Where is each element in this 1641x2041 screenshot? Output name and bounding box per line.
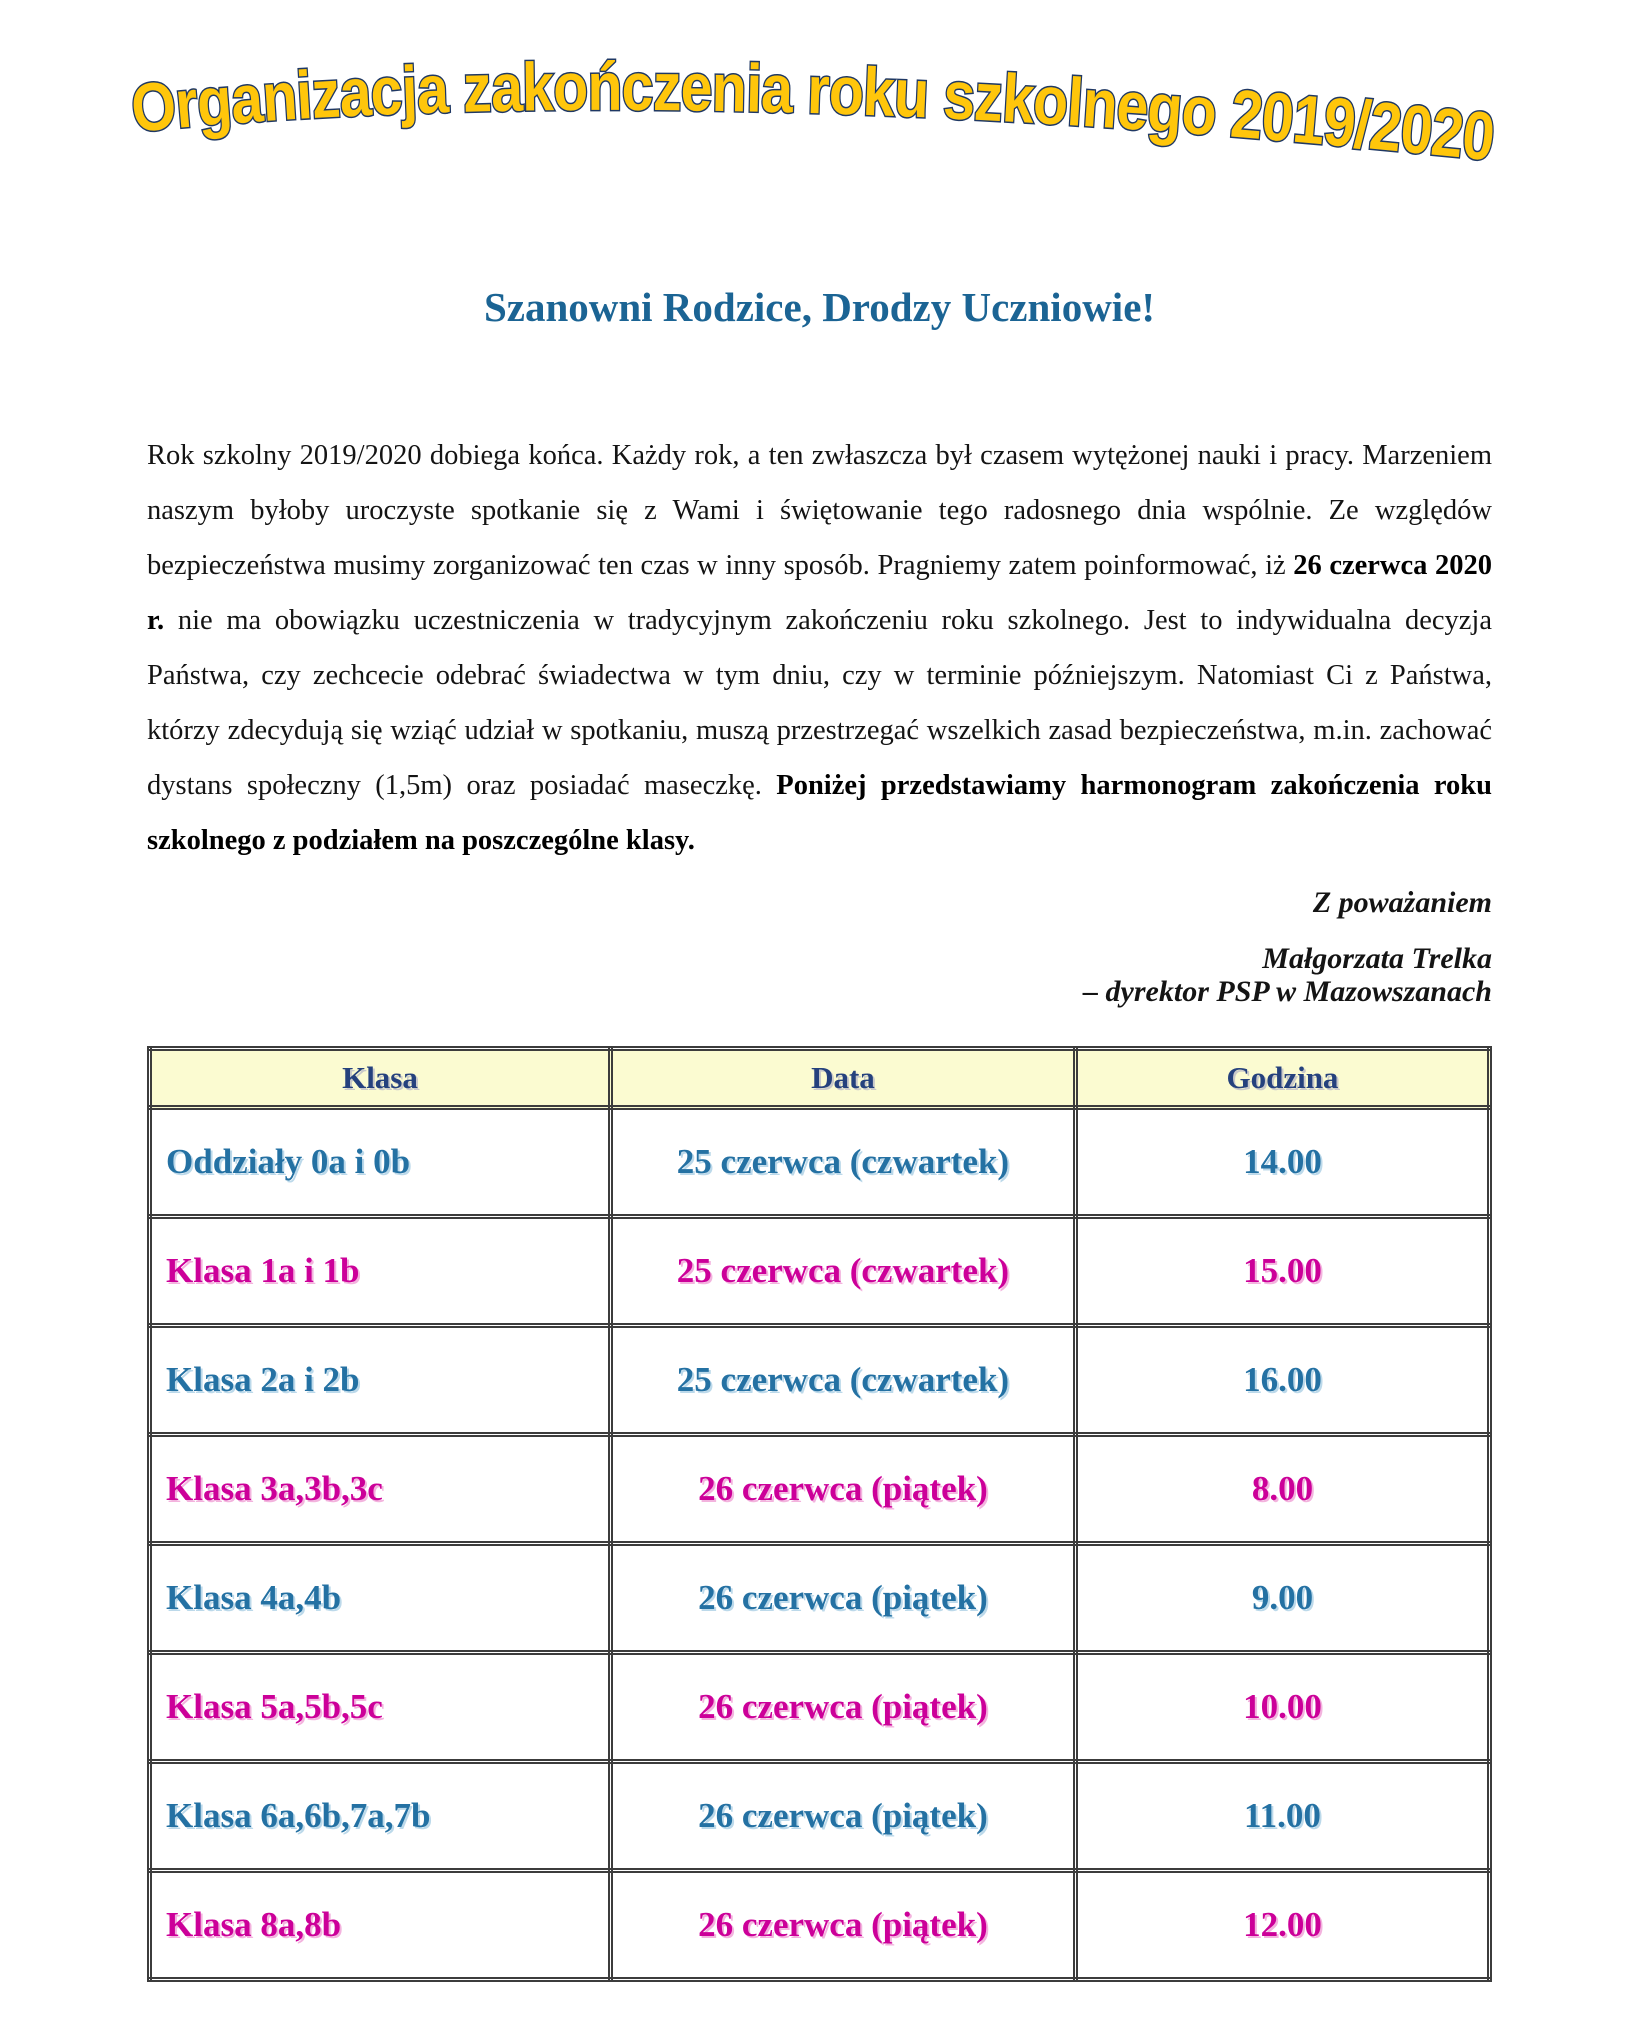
schedule-table bbox=[147, 1046, 1492, 1982]
table-row bbox=[150, 1871, 1490, 1980]
cell-klasa: Klasa 5a,5b,5c bbox=[150, 1653, 611, 1762]
cell-data: 25 czerwca (czwartek) bbox=[610, 1217, 1075, 1326]
signature-block bbox=[147, 886, 1492, 1008]
cell-klasa: Klasa 2a i 2b bbox=[150, 1326, 611, 1435]
cell-godzina: 15.00 bbox=[1075, 1217, 1489, 1326]
cell-data: 25 czerwca (czwartek) bbox=[610, 1108, 1075, 1217]
cell-klasa: Klasa 6a,6b,7a,7b bbox=[150, 1762, 611, 1871]
cell-godzina: 11.00 bbox=[1075, 1762, 1489, 1871]
cell-godzina: 16.00 bbox=[1075, 1326, 1489, 1435]
column-header-data: Data bbox=[610, 1049, 1075, 1108]
cell-data: 26 czerwca (piątek) bbox=[610, 1435, 1075, 1544]
column-header-godzina: Godzina bbox=[1075, 1049, 1489, 1108]
cell-data: 26 czerwca (piątek) bbox=[610, 1762, 1075, 1871]
cell-klasa: Klasa 4a,4b bbox=[150, 1544, 611, 1653]
table-row bbox=[150, 1217, 1490, 1326]
cell-data: 26 czerwca (piątek) bbox=[610, 1871, 1075, 1980]
announcement-paragraph bbox=[147, 428, 1492, 868]
cell-godzina: 10.00 bbox=[1075, 1653, 1489, 1762]
paragraph-bold-date: 26 czerwca 2020 r. bbox=[147, 549, 1492, 636]
table-header-row bbox=[150, 1049, 1490, 1108]
table-row bbox=[150, 1435, 1490, 1544]
signature-name: Małgorzata Trelka bbox=[1262, 942, 1492, 975]
table-row bbox=[150, 1108, 1490, 1217]
schedule-table-body bbox=[150, 1108, 1490, 1980]
cell-godzina: 9.00 bbox=[1075, 1544, 1489, 1653]
table-row bbox=[150, 1544, 1490, 1653]
cell-klasa: Klasa 8a,8b bbox=[150, 1871, 611, 1980]
cell-godzina: 8.00 bbox=[1075, 1435, 1489, 1544]
cell-klasa: Oddziały 0a i 0b bbox=[150, 1108, 611, 1217]
paragraph-bold-schedule-note: Poniżej przedstawiamy harmonogram zakończenia roku szkolnego z podziałem na poszczególne klasy. bbox=[147, 769, 1492, 856]
salutation-heading: Szanowni Rodzice, Drodzy Uczniowie! bbox=[483, 284, 1156, 330]
cell-data: 25 czerwca (czwartek) bbox=[610, 1326, 1075, 1435]
cell-data: 26 czerwca (piątek) bbox=[610, 1653, 1075, 1762]
table-row bbox=[150, 1653, 1490, 1762]
cell-klasa: Klasa 3a,3b,3c bbox=[150, 1435, 611, 1544]
signature-closing: Z poważaniem bbox=[1312, 886, 1492, 919]
signature-role: – dyrektor PSP w Mazowszanach bbox=[1083, 975, 1492, 1008]
paragraph-part-1: Rok szkolny 2019/2020 dobiega końca. Każdy rok, a ten zwłaszcza był czasem wytężonej nauki i pracy. Marzeniem naszym byłoby uroczyste spotkanie się z Wami i świętowanie tego radosnego dnia wspólnie. Ze względów bezpieczeństwa musimy zorganizować ten czas w inny sposób. Pragniemy zatem poinformować, iż bbox=[147, 439, 1492, 581]
wordart-banner bbox=[126, 40, 1521, 175]
banner-title: Organizacja zakończenia roku szkolnego 2019/2020 bbox=[127, 48, 1504, 175]
cell-godzina: 14.00 bbox=[1075, 1108, 1489, 1217]
table-row bbox=[150, 1326, 1490, 1435]
paragraph-part-2: nie ma obowiązku uczestniczenia w tradycyjnym zakończeniu roku szkolnego. Jest to indywidualna decyzja Państwa, czy zechcecie odebrać świadectwa w tym dniu, czy w terminie późniejszym. Natomiast Ci z Państwa, którzy zdecydują się wziąć udział w spotkaniu, muszą przestrzegać wszelkich zasad bezpieczeństwa, m.in. zachować dystans społeczny (1,5m) oraz posiadać maseczkę. bbox=[147, 604, 1492, 801]
table-row bbox=[150, 1762, 1490, 1871]
column-header-klasa: Klasa bbox=[150, 1049, 611, 1108]
cell-klasa: Klasa 1a i 1b bbox=[150, 1217, 611, 1326]
cell-data: 26 czerwca (piątek) bbox=[610, 1544, 1075, 1653]
cell-godzina: 12.00 bbox=[1075, 1871, 1489, 1980]
banner-text-node bbox=[127, 48, 1504, 175]
